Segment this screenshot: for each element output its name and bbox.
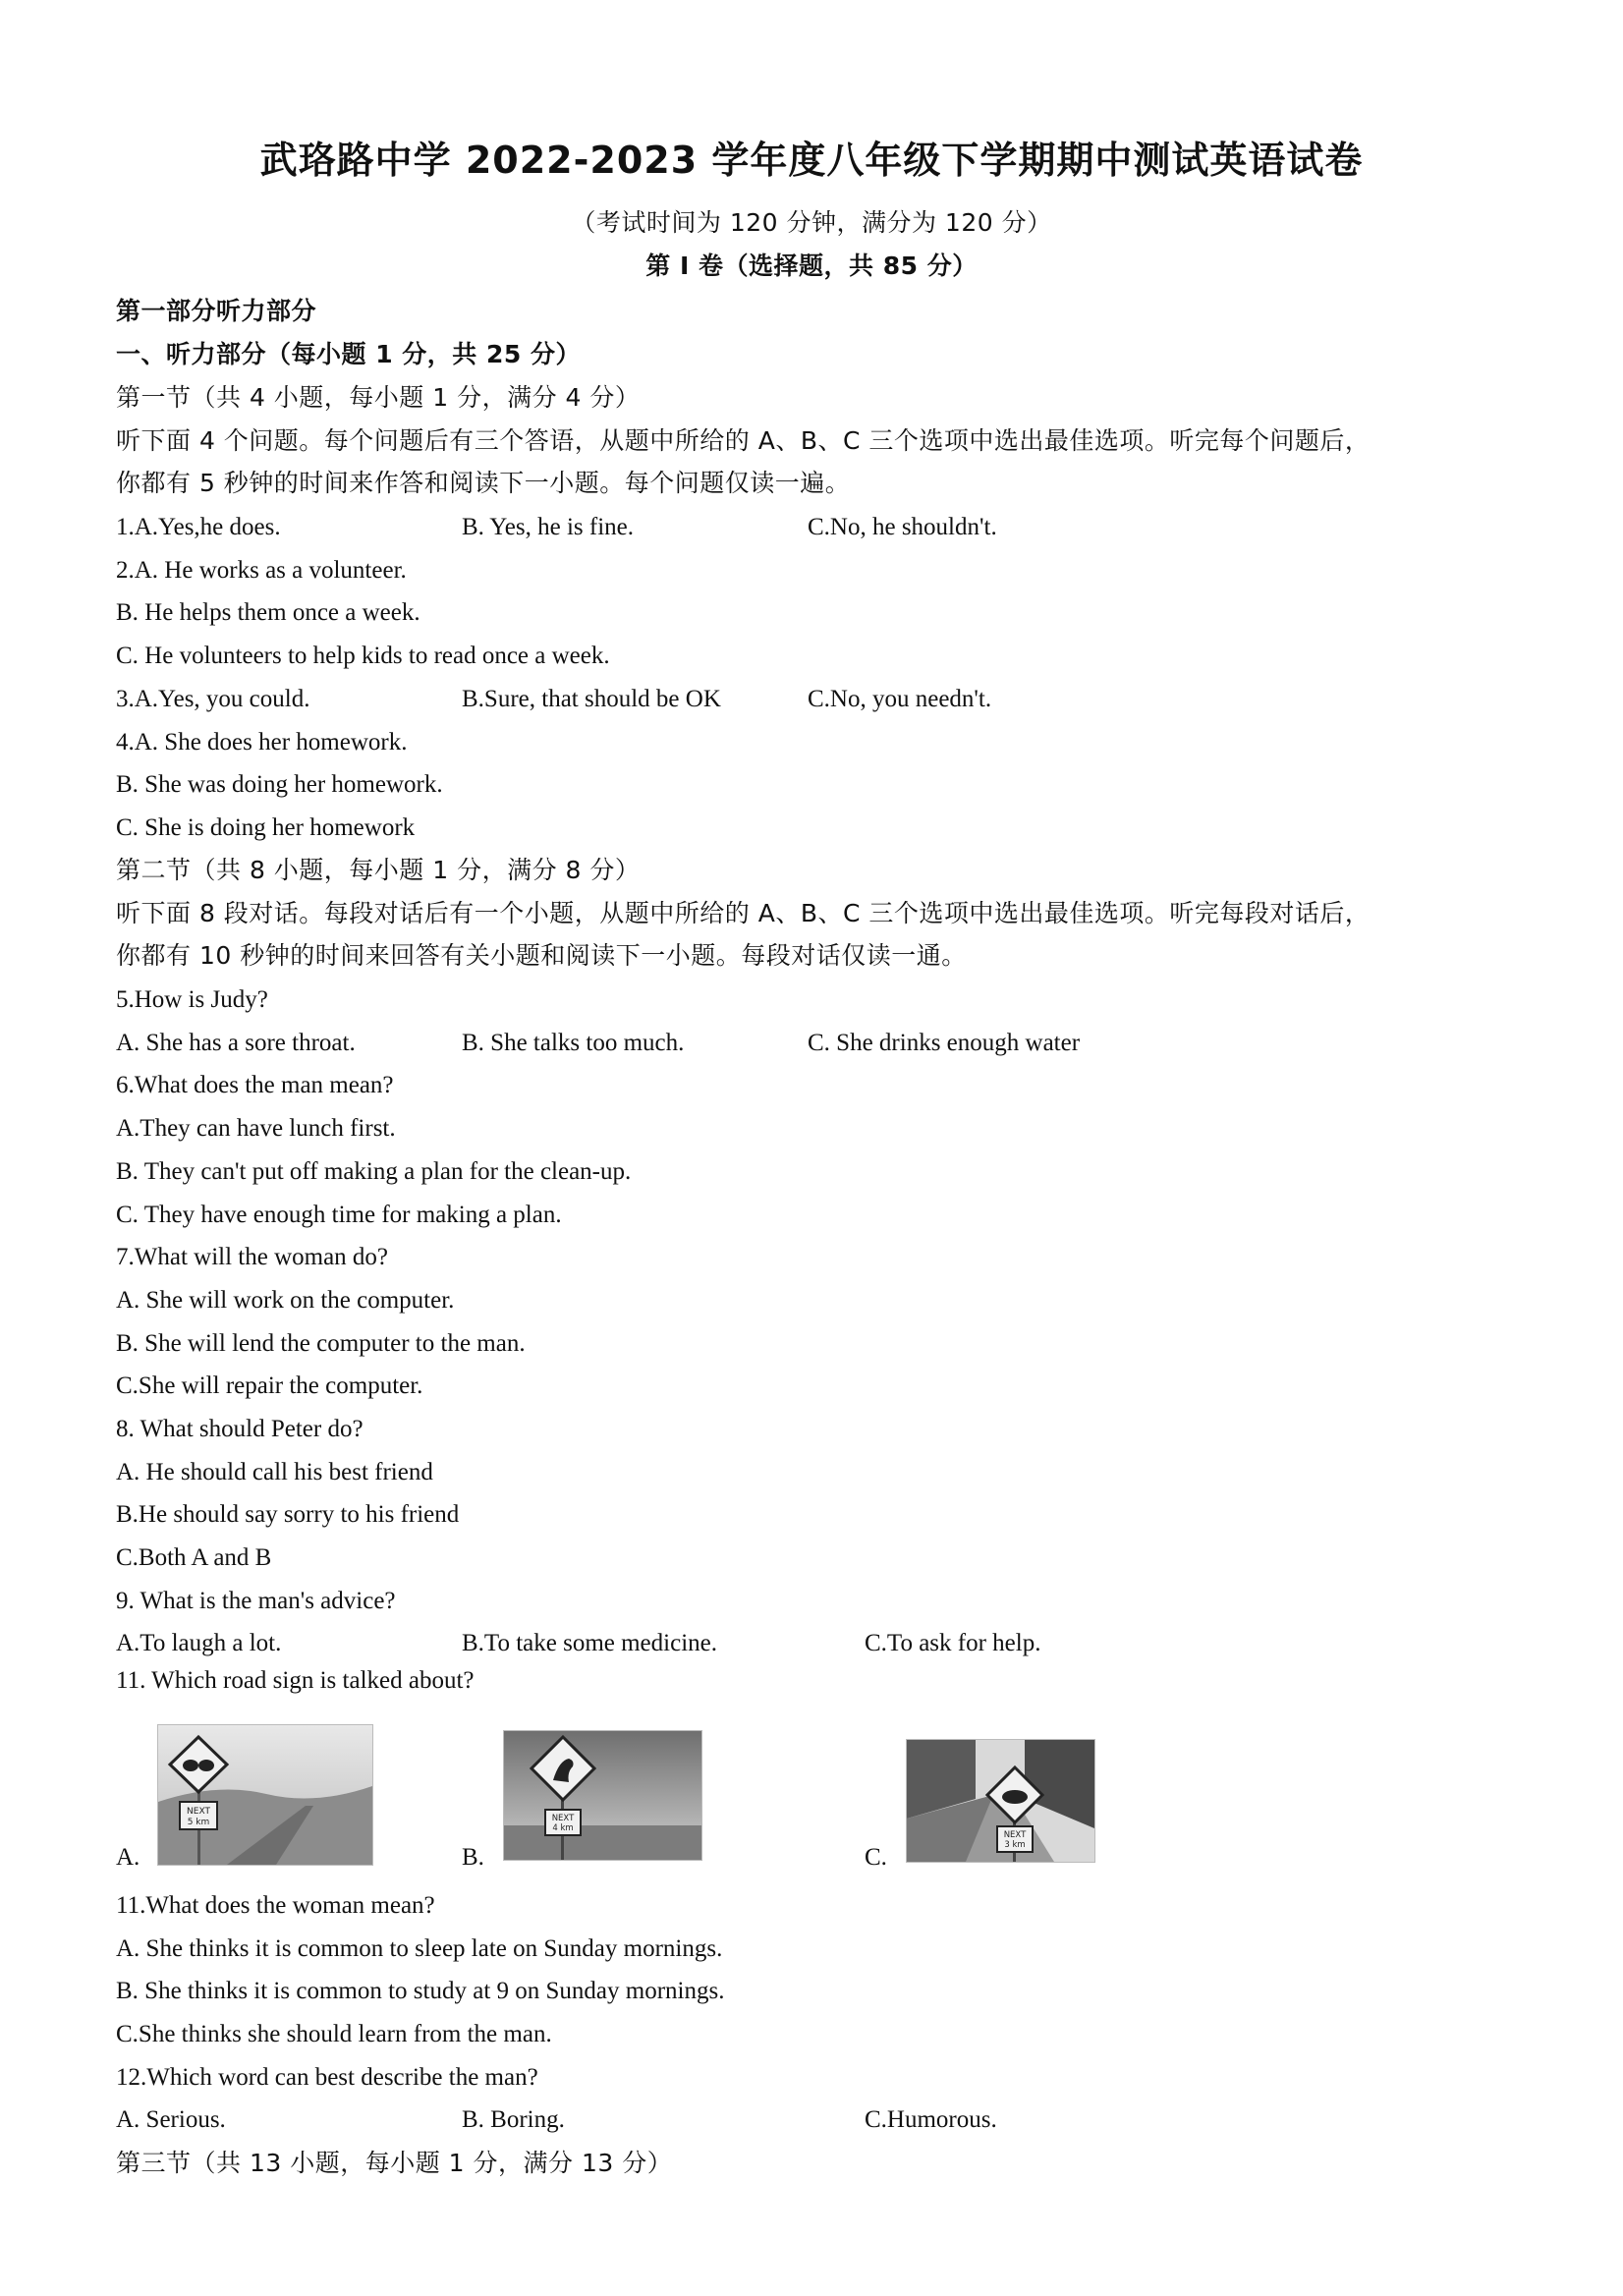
q8-option-a: A. He should call his best friend xyxy=(116,1459,433,1485)
sign-a-text-next: NEXT xyxy=(187,1807,210,1817)
q3-option-b: B.Sure, that should be OK xyxy=(462,686,721,712)
q5-stem: 5.How is Judy? xyxy=(116,986,268,1013)
q6-option-a: A.They can have lunch first. xyxy=(116,1115,396,1142)
q1-option-b: B. Yes, he is fine. xyxy=(462,514,635,540)
q6-option-b: B. They can't put off making a plan for the clean-up. xyxy=(116,1158,632,1185)
section2-instruction-line1: 听下面 8 段对话。每段对话后有一个小题，从题中所给的 A、B、C 三个选项中选出最佳选项。听完每段对话后， xyxy=(116,899,1371,927)
q10-option-c-label: C. xyxy=(865,1844,887,1871)
q5-option-c: C. She drinks enough water xyxy=(808,1030,1081,1056)
q3-option-a: 3.A.Yes, you could. xyxy=(116,686,310,712)
q9-option-a: A.To laugh a lot. xyxy=(116,1630,282,1656)
q12-stem: 12.Which word can best describe the man? xyxy=(116,2064,538,2091)
q10-option-a-label: A. xyxy=(116,1844,140,1871)
section1-instruction-line2: 你都有 5 秒钟的时间来作答和阅读下一小题。每个问题仅读一遍。 xyxy=(116,469,851,497)
q4-option-a: 4.A. She does her homework. xyxy=(116,729,408,756)
q6-option-c: C. They have enough time for making a plan. xyxy=(116,1202,562,1228)
q8-option-b: B.He should say sorry to his friend xyxy=(116,1501,460,1528)
exam-title: 武珞路中学 2022-2023 学年度八年级下学期期中测试英语试卷 xyxy=(259,139,1364,182)
q12-options xyxy=(116,2105,997,2135)
section2-instruction-line2: 你都有 10 秒钟的时间来回答有关小题和阅读下一小题。每段对话仅读一通。 xyxy=(116,941,967,970)
sign-b-text-distance: 4 km xyxy=(552,1823,574,1833)
q7-option-b: B. She will lend the computer to the man. xyxy=(116,1330,526,1357)
sign-b-text-next: NEXT xyxy=(551,1814,575,1823)
exam-info: （考试时间为 120 分钟，满分为 120 分） xyxy=(571,208,1052,237)
q5-option-b: B. She talks too much. xyxy=(462,1030,685,1056)
section3-heading: 第三节（共 13 小题，每小题 1 分，满分 13 分） xyxy=(116,2149,673,2177)
q11-option-a: A. She thinks it is common to sleep late on Sunday mornings. xyxy=(116,1935,723,1962)
q11-stem: 11.What does the woman mean? xyxy=(116,1892,435,1919)
elephant-road-sign-image xyxy=(157,1724,373,1866)
q9-option-b: B.To take some medicine. xyxy=(462,1630,717,1656)
q9-options xyxy=(116,1629,1041,1658)
volume-heading: 第 I 卷（选择题，共 85 分） xyxy=(645,252,978,280)
q3-options xyxy=(116,685,992,714)
q8-option-c: C.Both A and B xyxy=(116,1544,272,1571)
part1-heading: 第一部分听力部分 xyxy=(116,297,317,325)
sign-c-text-next: NEXT xyxy=(1003,1830,1027,1840)
q9-stem: 9. What is the man's advice? xyxy=(116,1588,396,1614)
q3-option-c: C.No, you needn't. xyxy=(808,686,992,712)
kangaroo-road-sign-image xyxy=(503,1730,702,1861)
q5-option-a: A. She has a sore throat. xyxy=(116,1030,356,1056)
q5-options xyxy=(116,1029,1081,1058)
listening-heading: 一、听力部分（每小题 1 分，共 25 分） xyxy=(116,340,582,368)
q2-option-b: B. He helps them once a week. xyxy=(116,599,420,626)
q1-option-a: 1.A.Yes,he does. xyxy=(116,514,281,540)
q7-stem: 7.What will the woman do? xyxy=(116,1244,389,1270)
q4-option-b: B. She was doing her homework. xyxy=(116,771,443,798)
q1-options xyxy=(116,513,997,542)
q11-option-c: C.She thinks she should learn from the man. xyxy=(116,2021,552,2047)
sign-c-text-distance: 3 km xyxy=(1004,1840,1026,1850)
q7-option-c: C.She will repair the computer. xyxy=(116,1372,423,1399)
section1-instruction-line1: 听下面 4 个问题。每个问题后有三个答语，从题中所给的 A、B、C 三个选项中选出最佳选项。听完每个问题后， xyxy=(116,426,1371,455)
q7-option-a: A. She will work on the computer. xyxy=(116,1287,455,1314)
q11-option-b: B. She thinks it is common to study at 9 on Sunday mornings. xyxy=(116,1978,725,2004)
q10-option-b-label: B. xyxy=(462,1844,484,1871)
section1-heading: 第一节（共 4 小题，每小题 1 分，满分 4 分） xyxy=(116,383,641,412)
q12-option-b: B. Boring. xyxy=(462,2106,565,2133)
q12-option-a: A. Serious. xyxy=(116,2106,226,2133)
section2-heading: 第二节（共 8 小题，每小题 1 分，满分 8 分） xyxy=(116,856,641,884)
q4-option-c: C. She is doing her homework xyxy=(116,814,416,841)
q12-option-c: C.Humorous. xyxy=(865,2106,997,2133)
q6-stem: 6.What does the man mean? xyxy=(116,1072,394,1098)
q2-option-a: 2.A. He works as a volunteer. xyxy=(116,557,407,584)
q8-stem: 8. What should Peter do? xyxy=(116,1416,364,1442)
sign-a-text-distance: 5 km xyxy=(187,1818,210,1827)
q9-option-c: C.To ask for help. xyxy=(865,1630,1041,1656)
q2-option-c: C. He volunteers to help kids to read once a week. xyxy=(116,643,610,669)
q1-option-c: C.No, he shouldn't. xyxy=(808,514,997,540)
q10-stem: 11. Which road sign is talked about? xyxy=(116,1667,475,1694)
bear-road-sign-image xyxy=(906,1739,1095,1863)
